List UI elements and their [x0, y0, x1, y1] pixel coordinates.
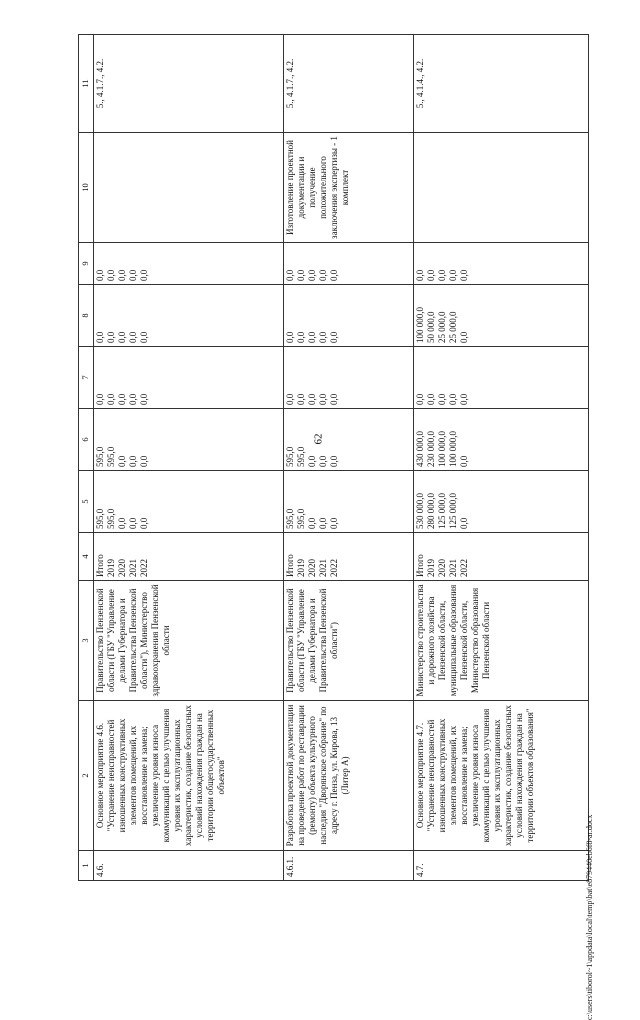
- row-number: 4.7.: [414, 851, 589, 881]
- activity-name: Основное мероприятие 4.6. "Устранение неисправностей изношенных конструктивных элементов помещений, их восстановление и замена; увеличение уровня износа коммуникаций с целью улучшения уровня их эксплуатационных характеристик, создание безопасных условий нахождения граждан на территории общегосударственных объектов": [94, 701, 284, 851]
- row-number: 4.6.: [94, 851, 284, 881]
- years-cell: Итого 2019 2020 2021 2022: [284, 533, 414, 581]
- header-cell: 1: [79, 851, 94, 881]
- col7-values: 0,0 0,0 0,0 0,0 0,0: [284, 347, 414, 409]
- col8-values: 100 000,0 50 000,0 25 000,0 25 000,0 0,0: [414, 285, 589, 347]
- col9-values: 0,0 0,0 0,0 0,0 0,0: [414, 243, 589, 285]
- header-cell: 2: [79, 701, 94, 851]
- col9-values: 0,0 0,0 0,0 0,0 0,0: [284, 243, 414, 285]
- header-row: [79, 35, 94, 881]
- table-row: [414, 35, 589, 881]
- header-cell: 7: [79, 347, 94, 409]
- program-table-rotated: [78, 35, 590, 881]
- header-cell: 10: [79, 133, 94, 243]
- result-description: [414, 133, 589, 243]
- header-cell: 9: [79, 243, 94, 285]
- indicator-refs: 5., 4.1.7., 4.2.: [94, 35, 284, 133]
- program-table: [78, 34, 589, 881]
- col7-values: 0,0 0,0 0,0 0,0 0,0: [414, 347, 589, 409]
- result-description: [94, 133, 284, 243]
- row-number: 4.6.1.: [284, 851, 414, 881]
- activity-name: Основное мероприятие 4.7. "Устранение неисправностей изношенных конструктивных элементов помещений, их восстановление и замена; увеличение уровня износа коммуникаций с целью улучшения уровня их эксплуатационных характеристик, создание безопасных условий нахождения граждан на территории объектов образования": [414, 701, 589, 851]
- col5-values: 595,0 595,0 0,0 0,0 0,0: [94, 471, 284, 533]
- col8-values: 0,0 0,0 0,0 0,0 0,0: [284, 285, 414, 347]
- executor: Правительство Пензенской области (ГБУ "Управление делами Губернатора и Правительства Пензенской области"), Министерство здравоохранения Пензенской области: [94, 581, 284, 701]
- header-cell: 6: [79, 409, 94, 471]
- indicator-refs: 5., 4.1.4., 4.2.: [414, 35, 589, 133]
- col7-values: 0,0 0,0 0,0 0,0 0,0: [94, 347, 284, 409]
- activity-name: Разработка проектной документации на проведение работ по реставрации (ремонту) объекта культурного наследия "Дворянское собрание" по адресу г. Пенза, ул. Кирова, 13 (Литер А): [284, 701, 414, 851]
- header-cell: 8: [79, 285, 94, 347]
- indicator-refs: 5., 4.1.7., 4.2.: [284, 35, 414, 133]
- col6-values: 595,0 595,0 0,0 0,0 0,0: [94, 409, 284, 471]
- executor: Министерство строительства и дорожного хозяйства Пензенской области, муниципальные образования Пензенской области, Министерство образования Пензенской области: [414, 581, 589, 701]
- header-cell: 3: [79, 581, 94, 701]
- col6-values: 430 000,0 230 000,0 100 000,0 100 000,0 0,0: [414, 409, 589, 471]
- col5-values: 595,0 595,0 0,0 0,0 0,0: [284, 471, 414, 533]
- col9-values: 0,0 0,0 0,0 0,0 0,0: [94, 243, 284, 285]
- header-cell: 5: [79, 471, 94, 533]
- years-cell: Итого 2019 2020 2021 2022: [414, 533, 589, 581]
- executor: Правительство Пензенской области (ГБУ "Управление делами Губернатора и Правительства Пензенской области"): [284, 581, 414, 701]
- header-cell: 4: [79, 533, 94, 581]
- col5-values: 530 000,0 280 000,0 125 000,0 125 000,0 0,0: [414, 471, 589, 533]
- col6-values: 595,0 595,0 0,0 0,0 0,0: [284, 409, 414, 471]
- table-row: [284, 35, 414, 881]
- table-row: [94, 35, 284, 881]
- header-cell: 11: [79, 35, 94, 133]
- result-description: Изготовление проектной документации и получение положительного заключения экспертизы - 1 комплект: [284, 133, 414, 243]
- col8-values: 0,0 0,0 0,0 0,0 0,0: [94, 285, 284, 347]
- page-number: 62: [312, 433, 325, 445]
- years-cell: Итого 2019 2020 2021 2022: [94, 533, 284, 581]
